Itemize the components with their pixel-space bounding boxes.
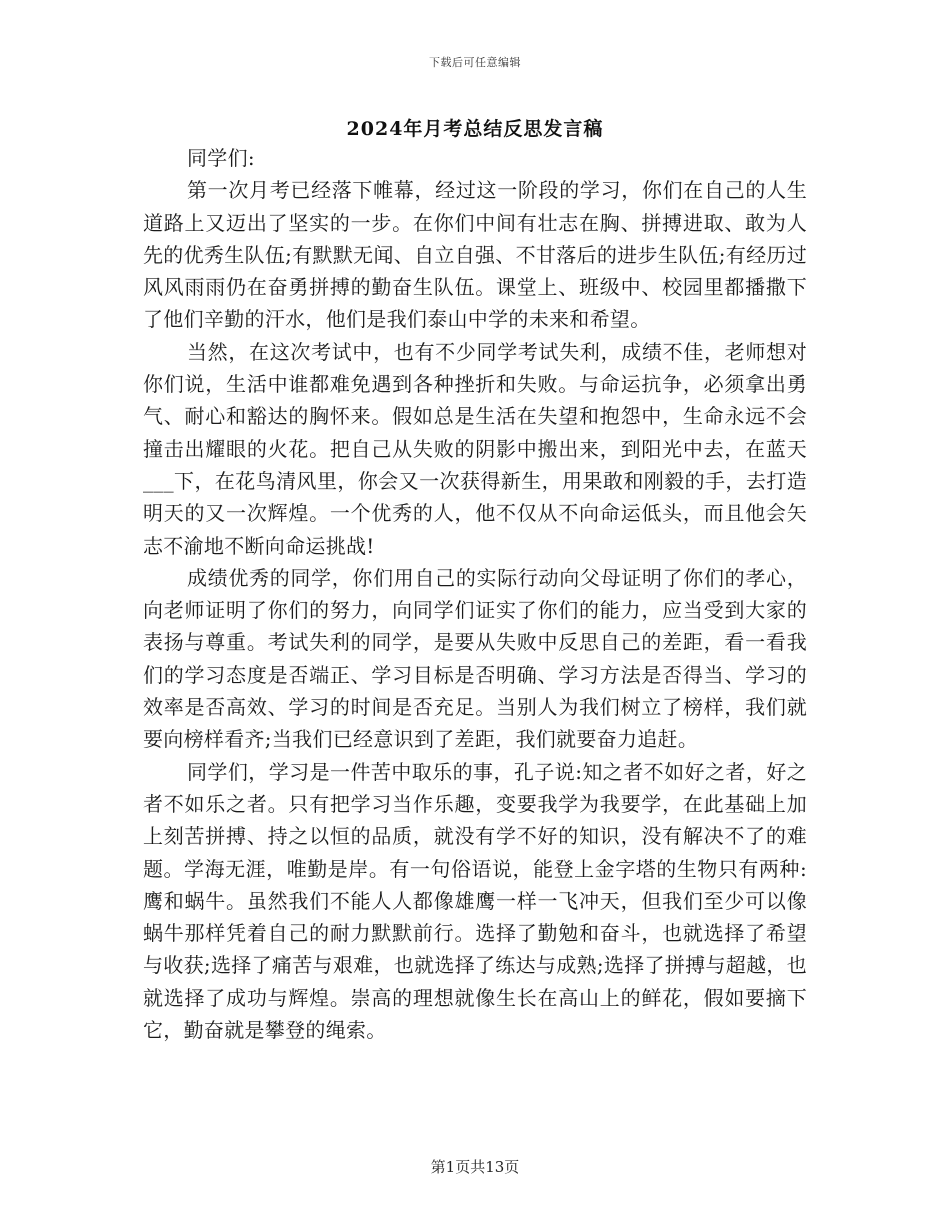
document-title: 2024年月考总结反思发言稿 bbox=[346, 118, 604, 140]
salutation: 同学们: bbox=[187, 146, 255, 170]
paragraph: 当然，在这次考试中，也有不少同学考试失利，成绩不佳，老师想对你们说，生活中谁都难免遇到各种挫折和失败。与命运抗争，必须拿出勇气、耐心和豁达的胸怀来。假如总是生活在失望和抱怨中，生命永远不会撞击出耀眼的火花。把自己从失败的阴影中搬出来，到阳光中去，在蓝天___下，在花鸟清风里，你会又一次获得新生，用果敢和刚毅的手，去打造明天的又一次辉煌。一个优秀的人，他不仅从不向命运低头，而且他会矢志不渝地不断向命运挑战! bbox=[143, 339, 807, 558]
paragraph: 第一次月考已经落下帷幕，经过这一阶段的学习，你们在自己的人生道路上又迈出了坚实的一步。在你们中间有壮志在胸、拼搏进取、敢为人先的优秀生队伍;有默默无闻、自立自强、不甘落后的进步生队伍;有经历过风风雨雨仍在奋勇拼搏的勤奋生队伍。课堂上、班级中、校园里都播撒下了他们辛勤的汗水，他们是我们泰山中学的未来和希望。 bbox=[143, 178, 807, 332]
page-number: 第1页共13页 bbox=[430, 1158, 520, 1176]
paragraph: 同学们，学习是一件苦中取乐的事，孔子说:知之者不如好之者，好之者不如乐之者。只有把学习当作乐趣，变要我学为我要学，在此基础上加上刻苦拼搏、持之以恒的品质，就没有学不好的知识，没有解决不了的难题。学海无涯，唯勤是岸。有一句俗语说，能登上金字塔的生物只有两种:鹰和蜗牛。虽然我们不能人人都像雄鹰一样一飞冲天，但我们至少可以像蜗牛那样凭着自己的耐力默默前行。选择了勤勉和奋斗，也就选择了希望与收获;选择了痛苦与艰难，也就选择了练达与成熟;选择了拼搏与超越，也就选择了成功与辉煌。崇高的理想就像生长在高山上的鲜花，假如要摘下它，勤奋就是攀登的绳索。 bbox=[143, 759, 807, 1043]
document-body bbox=[143, 142, 807, 1046]
page-header-note: 下载后可任意编辑 bbox=[429, 56, 521, 69]
paragraph: 成绩优秀的同学，你们用自己的实际行动向父母证明了你们的孝心，向老师证明了你们的努力，向同学们证实了你们的能力，应当受到大家的表扬与尊重。考试失利的同学，是要从失败中反思自己的差距，看一看我们的学习态度是否端正、学习目标是否明确、学习方法是否得当、学习的效率是否高效、学习的时间是否充足。当别人为我们树立了榜样，我们就要向榜样看齐;当我们已经意识到了差距，我们就要奋力追赶。 bbox=[143, 565, 807, 752]
